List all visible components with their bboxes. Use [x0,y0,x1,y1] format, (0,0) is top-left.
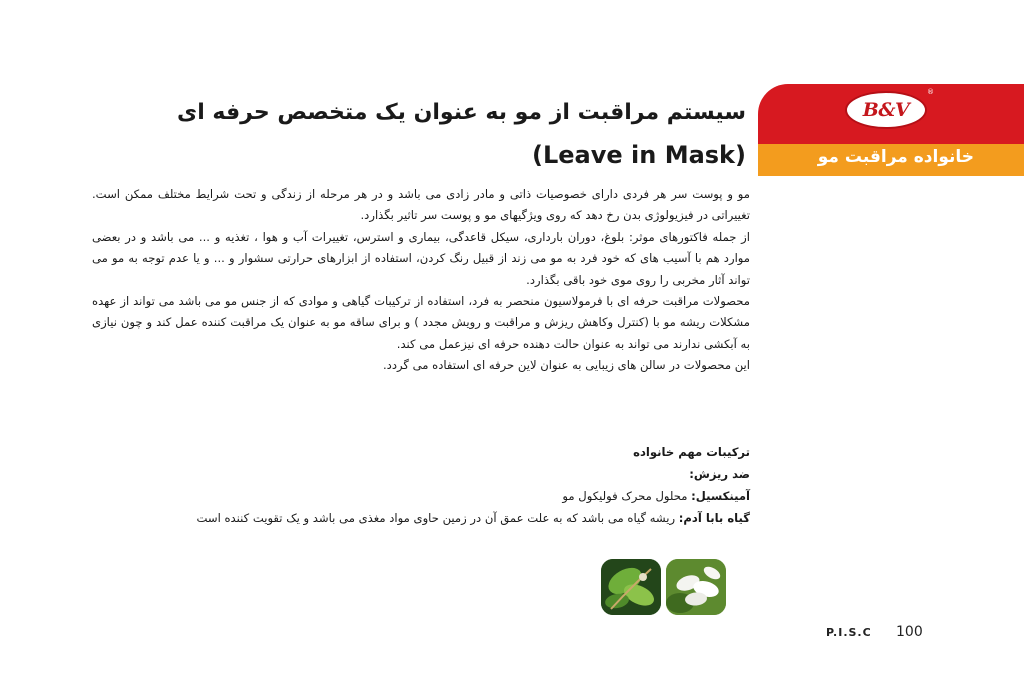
footer-brand: P.I.S.C [826,626,872,639]
page-number: 100 [896,624,923,640]
paragraph: مو و پوست سر هر فردی دارای خصوصیات ذاتی و مادر زادی می باشد و در هر مرحله از زندگی و تحت شرایط مختلف ممکن است. تغییراتی در فیزیولوژی بدن رخ دهد که روی ویژگیهای مو و پوست سر تاثیر بگذارد. [92,187,750,223]
brand-logo [845,91,927,129]
paragraph: این محصولات در سالن های زیبایی به عنوان لاین حرفه ای استفاده می گردد. [382,358,750,373]
page-title: سیستم مراقبت از مو به عنوان یک متخصص حرفه ای [177,100,746,125]
ingredients-heading: ترکیبات مهم خانواده [633,445,750,459]
paragraph: از جمله فاکتورهای موثر: بلوغ، دوران بارداری، سیکل قاعدگی، بیماری و استرس، تغییرات آب و هوا ، تغذیه و ... می باشد و در بعضی موارد هم با آسیب های که خود فرد به مو می زند از قبیل رنگ کردن، استفاده از ابزارهای حرارتی سشوار و ... و یا عدم توجه به مو می تواند آثار مخربی را روی موی خود باقی بگذارد. [92,229,750,287]
brand-orange-banner [758,144,1024,176]
mandrake-label: گیاه بابا آدم: [678,511,750,525]
brand-logo-text: B&V [862,99,910,121]
mandrake-text: ریشه گیاه می باشد که به علت عمق آن در زمین حاوی مواد مغذی می باشد و یک تقویت کننده است [196,511,679,525]
ingredients-section [92,441,750,529]
leaf-image [601,559,661,615]
paragraph: محصولات مراقبت حرفه ای با فرمولاسیون منحصر به فرد، استفاده از ترکیبات گیاهی و موادی که از جنس مو می باشد می تواند از عهده مشکلات ریشه مو با (کنترل وکاهش ریزش و مراقبت و رویش مجدد ) و برای ساقه مو به عنوان یک مراقبت کننده عمل کند و چون نیازی به آبکشی ندارند می تواند به عنوان حالت دهنده حرفه ای نیزعمل می کند. [92,294,750,351]
category-label: خانواده مراقبت مو [817,147,974,167]
registered-mark: ® [927,88,934,96]
cocoon-image [666,559,726,615]
anti-hairloss-label: ضد ریزش: [689,467,750,481]
page-subtitle: (Leave in Mask) [532,141,746,169]
silk-cocoon-icon [666,559,726,615]
aminexil-text: محلول محرک فولیکول مو [562,489,692,503]
aminexil-label: آمینکسیل: [691,489,750,503]
leaf-icon [601,559,661,615]
body-text [92,184,750,377]
